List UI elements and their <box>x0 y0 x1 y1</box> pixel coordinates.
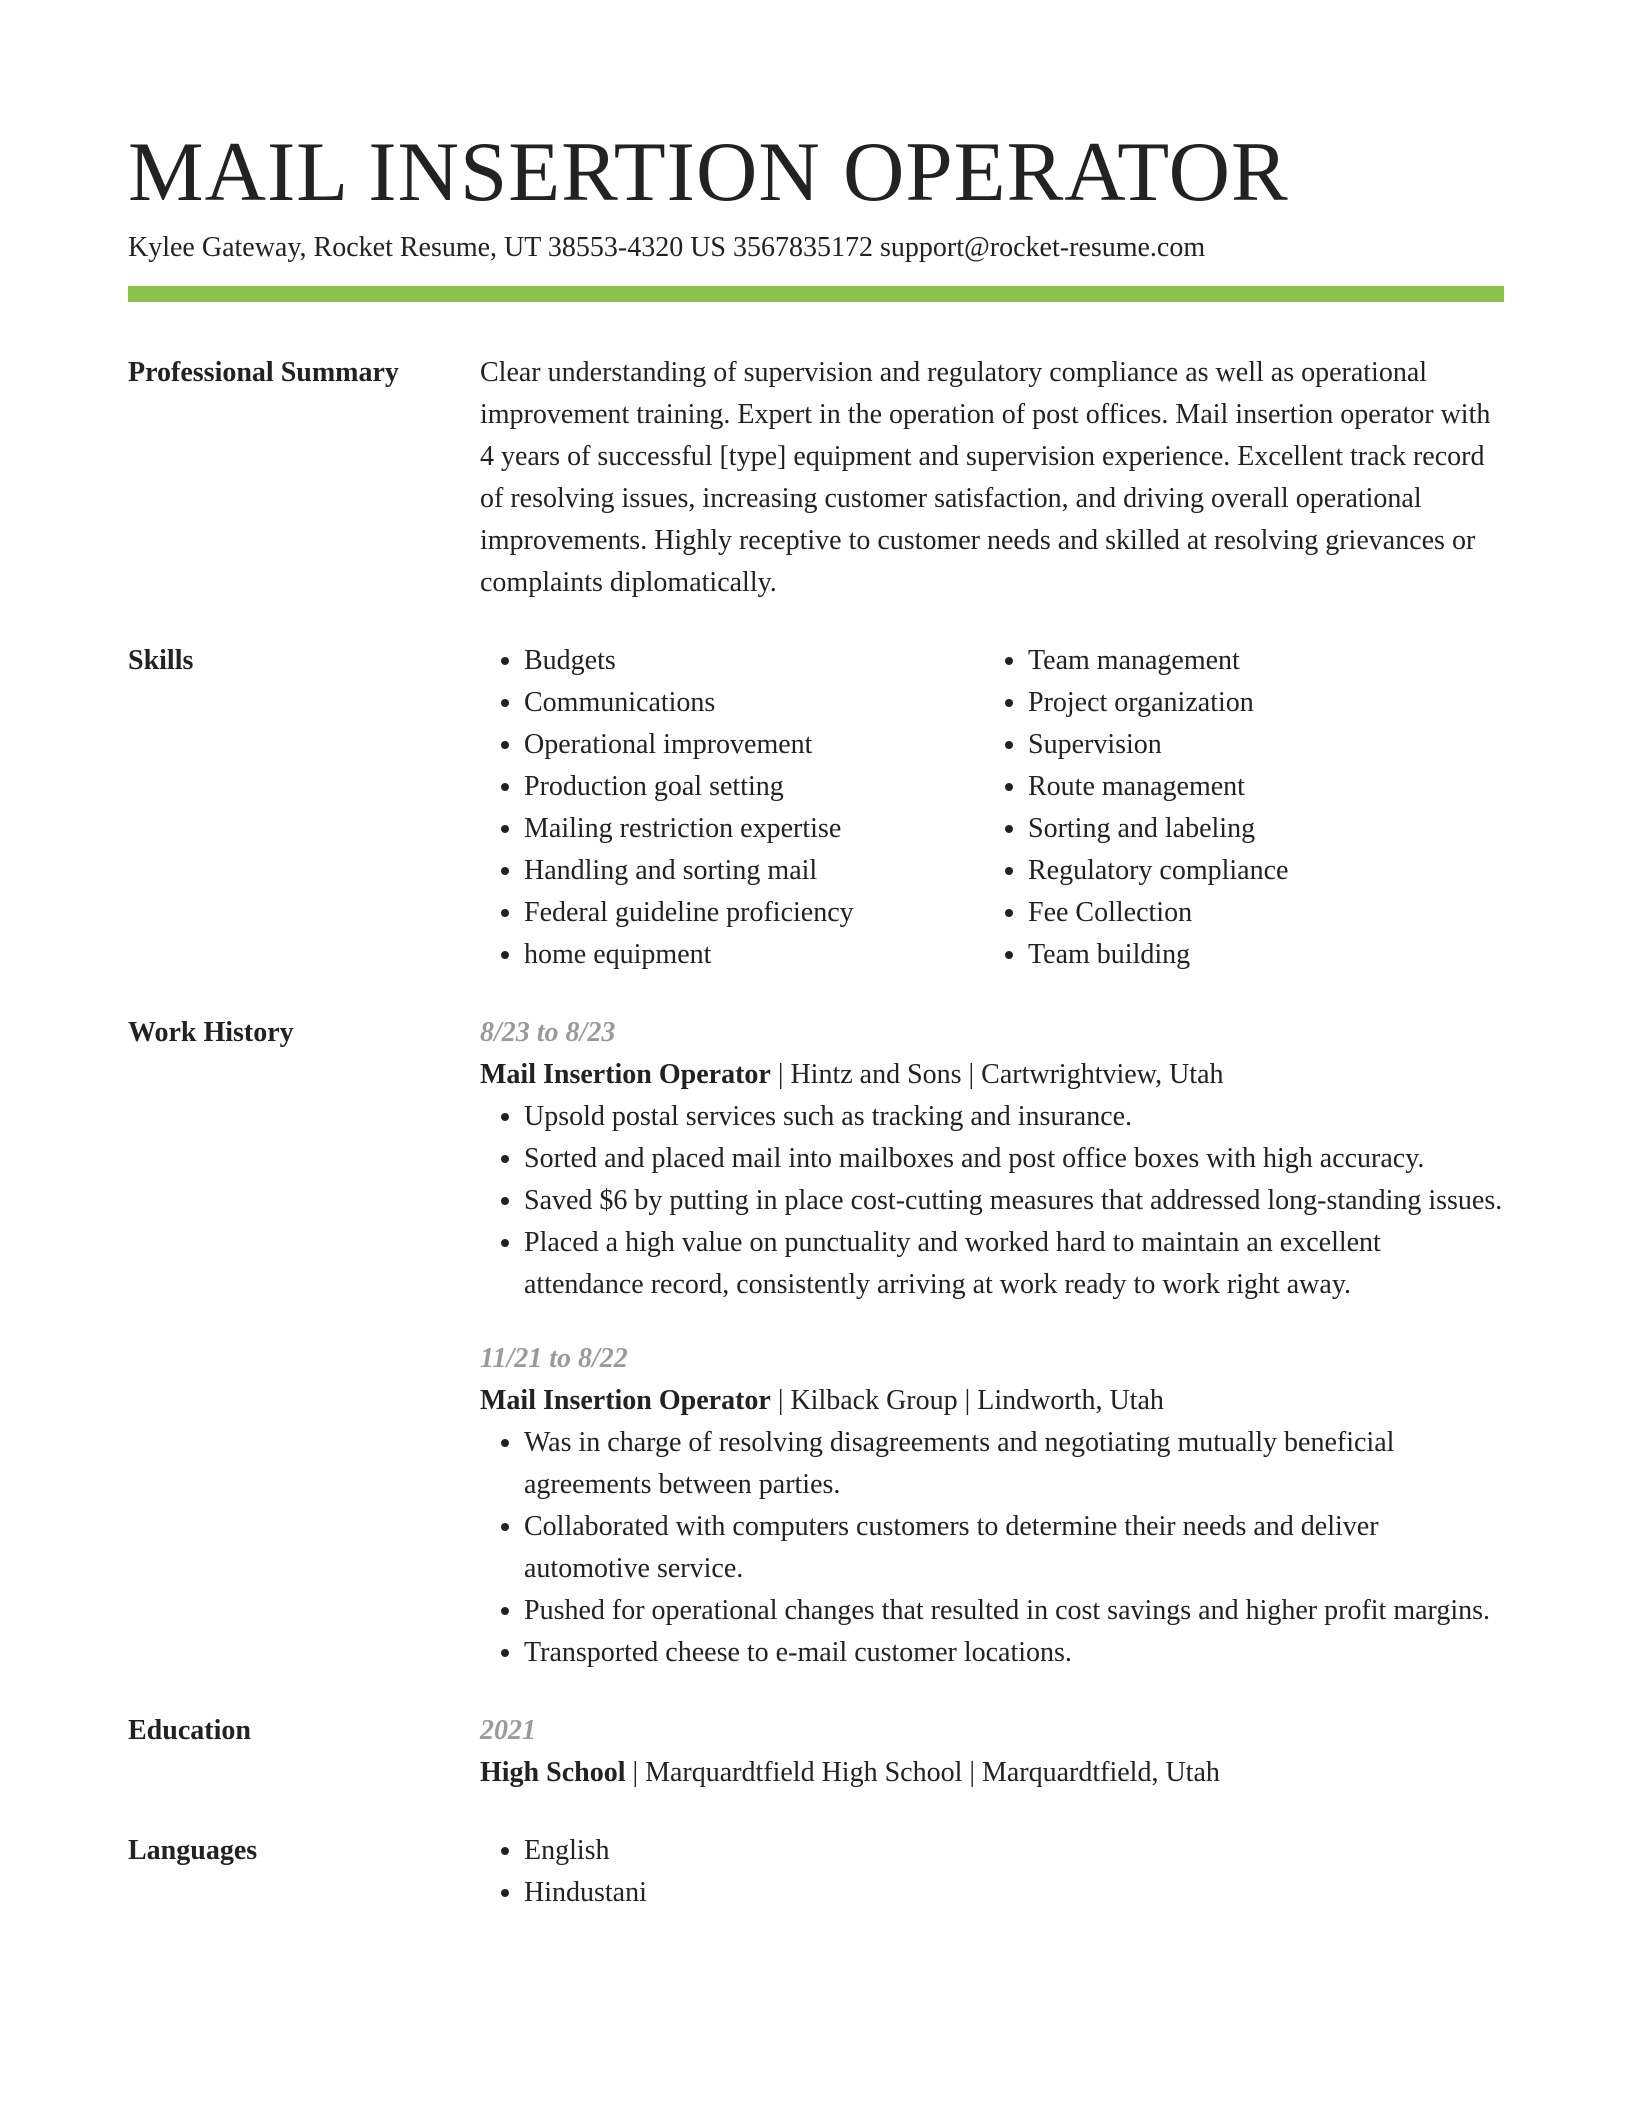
education-degree: High School <box>480 1757 626 1788</box>
languages-section <box>128 1830 1504 1914</box>
section-label-skills: Skills <box>128 645 194 676</box>
contact-address: Kylee Gateway, Rocket Resume, UT 38553-4320 US <box>128 232 726 263</box>
work-history-section <box>128 1012 1504 1674</box>
education-content <box>480 1710 1504 1794</box>
skill-item: • Supervision <box>1028 724 1488 766</box>
resume-name: MAIL INSERTION OPERATOR <box>128 125 1289 219</box>
skill-item: • home equipment <box>524 934 984 976</box>
skills-list-right <box>984 640 1488 976</box>
language-item: • English <box>524 1830 1504 1872</box>
contact-email: support@rocket-resume.com <box>880 232 1206 263</box>
skill-item: • Sorting and labeling <box>1028 808 1488 850</box>
skill-item: • Communications <box>524 682 984 724</box>
contact-line <box>128 230 1504 266</box>
job-entry <box>480 1338 1504 1674</box>
education-heading <box>480 1752 1504 1794</box>
section-label-summary: Professional Summary <box>128 357 399 388</box>
skill-item: • Federal guideline proficiency <box>524 892 984 934</box>
section-label-languages: Languages <box>128 1835 258 1866</box>
job-bullet: • Pushed for operational changes that resulted in cost savings and higher profit margins. <box>524 1590 1504 1632</box>
job-bullet: • Sorted and placed mail into mailboxes and post office boxes with high accuracy. <box>524 1138 1504 1180</box>
skill-item: • Regulatory compliance <box>1028 850 1488 892</box>
job-bullet: • Transported cheese to e-mail customer locations. <box>524 1632 1504 1674</box>
header-divider <box>128 286 1504 302</box>
skill-item: • Budgets <box>524 640 984 682</box>
section-label-education: Education <box>128 1715 251 1746</box>
languages-list <box>480 1830 1504 1914</box>
skills-section <box>128 640 1504 976</box>
language-item: • Hindustani <box>524 1872 1504 1914</box>
skill-item: • Operational improvement <box>524 724 984 766</box>
skill-item: • Production goal setting <box>524 766 984 808</box>
skill-item: • Project organization <box>1028 682 1488 724</box>
job-bullet: • Collaborated with computers customers to determine their needs and deliver automotive service. <box>524 1506 1504 1590</box>
skill-item: • Team management <box>1028 640 1488 682</box>
job-heading <box>480 1380 1504 1422</box>
contact-phone: 3567835172 <box>733 232 873 263</box>
work-history-content <box>480 1012 1504 1674</box>
job-dates: 8/23 to 8/23 <box>480 1017 616 1048</box>
job-bullet: • Was in charge of resolving disagreements and negotiating mutually beneficial agreements between parties. <box>524 1422 1504 1506</box>
job-heading <box>480 1054 1504 1096</box>
job-bullet: • Upsold postal services such as tracking and insurance. <box>524 1096 1504 1138</box>
skills-content <box>480 640 1504 976</box>
education-section <box>128 1710 1504 1794</box>
job-bullet-list <box>480 1096 1504 1306</box>
job-title: Mail Insertion Operator <box>480 1059 771 1090</box>
education-school-location: | Marquardtfield High School | Marquardtfield, Utah <box>625 1757 1220 1788</box>
job-entry <box>480 1012 1504 1306</box>
skills-list-left <box>480 640 984 976</box>
section-label-work-history: Work History <box>128 1017 294 1048</box>
job-bullet: • Placed a high value on punctuality and worked hard to maintain an excellent attendance record, consistently arriving at work ready to work right away. <box>524 1222 1504 1306</box>
job-company-location: | Kilback Group | Lindworth, Utah <box>770 1385 1164 1416</box>
languages-content <box>480 1830 1504 1914</box>
job-title: Mail Insertion Operator <box>480 1385 771 1416</box>
summary-content <box>480 352 1504 604</box>
resume-page <box>128 122 1504 1914</box>
job-bullet-list <box>480 1422 1504 1674</box>
skill-item: • Route management <box>1028 766 1488 808</box>
summary-text: Clear understanding of supervision and regulatory compliance as well as operational improvement training. Expert in the operation of post offices. Mail insertion operator with 4 years of successful [type] equipment and supervision experience. Excellent track record of resolving issues, increasing customer satisfaction, and driving overall operational improvements. Highly receptive to customer needs and skilled at resolving grievances or complaints diplomatically. <box>480 357 1491 598</box>
skill-item: • Team building <box>1028 934 1488 976</box>
job-dates: 11/21 to 8/22 <box>480 1343 628 1374</box>
skill-item: • Mailing restriction expertise <box>524 808 984 850</box>
summary-section <box>128 352 1504 604</box>
job-bullet: • Saved $6 by putting in place cost-cutting measures that addressed long-standing issues. <box>524 1180 1504 1222</box>
education-year: 2021 <box>480 1715 536 1746</box>
skill-item: • Handling and sorting mail <box>524 850 984 892</box>
skill-item: • Fee Collection <box>1028 892 1488 934</box>
job-company-location: | Hintz and Sons | Cartwrightview, Utah <box>770 1059 1224 1090</box>
